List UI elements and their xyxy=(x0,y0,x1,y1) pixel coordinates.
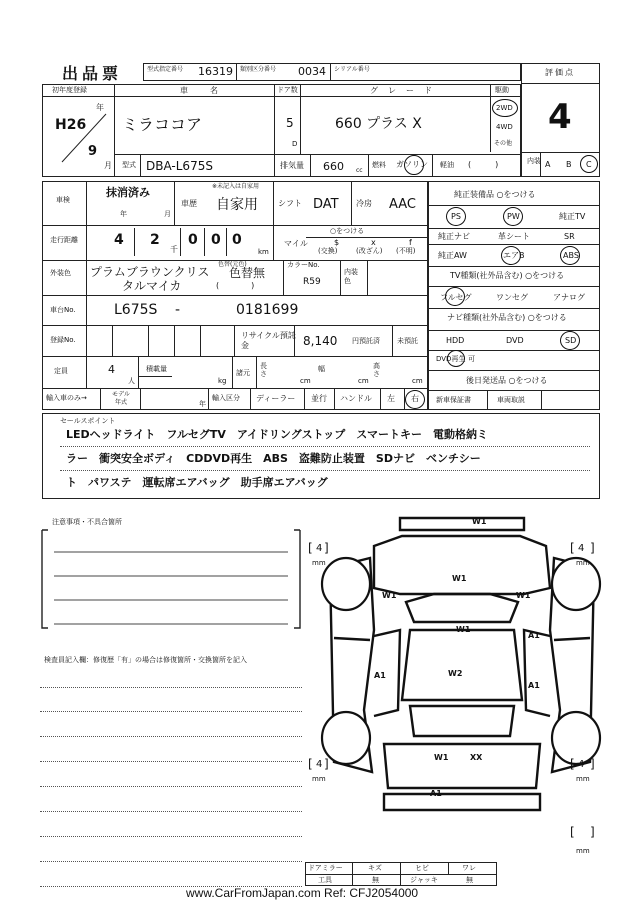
tire-fl-unit: mm xyxy=(312,559,326,567)
import-dealer: ディーラー xyxy=(256,394,296,403)
tools-crack: ヒビ xyxy=(415,864,429,872)
mark-right-rear-door: A1 xyxy=(528,681,540,690)
history-note: ※未記入は自家用 xyxy=(212,183,260,190)
mileage-digit-3: 0 xyxy=(188,232,198,248)
mark-rear-left: W1 xyxy=(434,753,449,762)
first-reg-era: H26 xyxy=(55,117,87,133)
mileage-unit: km xyxy=(258,248,269,256)
interior-b: B xyxy=(566,160,572,169)
mark-bumper-front: W1 xyxy=(472,517,487,526)
height-label: 高さ xyxy=(373,362,380,378)
interior-c: C xyxy=(586,160,592,169)
inspection-year-unit: 年 xyxy=(120,210,127,218)
tools-scratch: キズ xyxy=(368,864,382,872)
displacement-value: 660 xyxy=(323,160,344,173)
tv-title: TV種類(社外品含む) ○をつける xyxy=(450,271,565,280)
mileage-thousand: 千 xyxy=(170,245,178,254)
height-unit: cm xyxy=(412,377,423,385)
class-label: 類別区分番号 xyxy=(240,66,277,73)
tv-oneseg: ワンセグ xyxy=(496,293,528,302)
handle-right: 右 xyxy=(411,394,419,403)
drive-2wd: 2WD xyxy=(496,104,513,112)
load-unit: kg xyxy=(218,377,227,385)
ac-label: 冷房 xyxy=(356,199,372,208)
tire-rl-value: 4 xyxy=(316,759,323,770)
dvd-play-available: 可 xyxy=(468,355,475,363)
history-value: 自家用 xyxy=(216,197,258,213)
width-unit: cm xyxy=(358,377,369,385)
tools-tool-value: 無 xyxy=(372,876,379,884)
model-year-label: モデル年式 xyxy=(112,391,130,406)
after-manual: 車両取説 xyxy=(497,396,525,404)
color-value-2: タルマイカ xyxy=(122,279,182,293)
after-title: 後日発送品 ○をつける xyxy=(466,376,548,385)
equip-pw: PW xyxy=(507,212,520,221)
doors-value: 5 xyxy=(286,116,294,130)
drive-4wd: 4WD xyxy=(496,123,513,131)
dvd-play-circle xyxy=(447,350,465,367)
car-name-value: ミラココア xyxy=(122,115,203,134)
chassis-label: 車台No. xyxy=(50,306,76,314)
tire-fr-value: 4 xyxy=(578,543,585,554)
displacement-unit: cc xyxy=(356,167,363,174)
footer-watermark: www.CarFromJapan.com Ref: CFJ2054000 xyxy=(186,886,419,900)
tire-rr-bracket-r: ] xyxy=(590,757,595,771)
tools-broken: ワレ xyxy=(462,864,476,872)
orig-color-label: 色替(元色) xyxy=(218,261,247,268)
serial-label: シリアル番号 xyxy=(334,66,370,73)
fuel-label: 燃料 xyxy=(372,161,386,169)
equip-title: 純正装備品 ○をつける xyxy=(454,190,536,199)
handle-left: 左 xyxy=(387,394,395,403)
capacity-unit: 人 xyxy=(128,377,135,385)
sheet-title: 出品票 xyxy=(62,64,123,83)
chassis-prefix: L675S xyxy=(114,302,158,318)
color-no-label: カラーNo. xyxy=(287,261,320,269)
load-label: 積載量 xyxy=(146,365,167,373)
drive-2wd-circle xyxy=(492,99,518,117)
mileage-swap: (交換) xyxy=(318,247,338,255)
score-label: 評価点 xyxy=(545,68,575,77)
navi-hdd: HDD xyxy=(446,336,465,345)
grade-value: 660 プラス X xyxy=(335,116,422,132)
import-parallel: 並行 xyxy=(311,394,327,403)
equip-airbag: エアB xyxy=(503,251,525,260)
tire-fr-bracket-r: ] xyxy=(590,541,595,555)
chassis-number: 0181699 xyxy=(236,302,299,318)
tire-rl-bracket-r: ] xyxy=(324,757,329,771)
inspection-month-unit: 月 xyxy=(164,210,171,218)
equip-pw-circle xyxy=(503,207,523,226)
sales-line-1: LEDヘッドライト フルセグTV アイドリングストップ スマートキー 電動格納ミ xyxy=(66,428,489,441)
mark-right-front-door: A1 xyxy=(528,631,540,640)
navi-sd: SD xyxy=(565,336,577,345)
equip-abs: ABS xyxy=(563,251,579,260)
doors-label: ドア数 xyxy=(277,86,298,94)
model-cert-value: 16319 xyxy=(198,65,233,78)
tools-jack-label: ジャッキ xyxy=(410,876,438,884)
tire-fl-bracket-r: ] xyxy=(324,541,329,555)
mileage-digit-4: 0 xyxy=(211,232,221,248)
car-name-label: 車 名 xyxy=(180,86,220,95)
mark-windshield: W1 xyxy=(456,625,471,634)
capacity-label: 定員 xyxy=(54,367,68,375)
mark-rear-bumper: A1 xyxy=(430,789,442,798)
caution-label: 注意事項・不具合箇所 xyxy=(52,518,122,526)
recycle-label: リサイクル預託金 xyxy=(241,331,296,350)
equip-ps-circle xyxy=(446,207,466,226)
import-label: 輸入車のみ→ xyxy=(46,394,87,402)
shift-label: シフト xyxy=(278,199,302,208)
first-reg-year-unit: 年 xyxy=(96,103,104,112)
fuel-gasoline: ガソリン xyxy=(396,160,428,169)
reg-label: 登録No. xyxy=(50,336,76,344)
shift-value: DAT xyxy=(313,197,339,212)
tire-fl-bracket: [ xyxy=(308,541,313,555)
mileage-label: 走行距離 xyxy=(50,236,78,244)
tv-fullseg: フルセグ xyxy=(440,293,472,302)
sales-label: セールスポイント xyxy=(60,417,116,425)
tire-fl-value: 4 xyxy=(316,543,323,554)
type-value: DBA-L675S xyxy=(146,159,213,173)
equip-sr: SR xyxy=(564,232,575,241)
first-reg-label: 初年度登録 xyxy=(52,86,87,94)
interior-color-label: 内装色 xyxy=(344,268,358,285)
modified-mark: x xyxy=(371,238,376,247)
tire-fr-bracket: [ xyxy=(570,541,575,555)
length-label: 長さ xyxy=(260,362,267,378)
type-label: 型式 xyxy=(122,161,136,169)
score-value: 4 xyxy=(548,97,572,137)
mile-label: マイル xyxy=(284,239,308,248)
color-label: 外装色 xyxy=(50,269,71,277)
first-reg-divider xyxy=(56,110,112,166)
swap-mark: $ xyxy=(334,238,340,247)
color-change-paren: ( ) xyxy=(216,281,255,290)
class-value: 0034 xyxy=(298,65,326,78)
fuel-other-paren: ( ) xyxy=(468,160,499,169)
dims-label: 諸元 xyxy=(236,369,250,377)
mileage-digit-5: 0 xyxy=(232,232,242,248)
mileage-modified: (改ざん) xyxy=(356,247,383,255)
tools-door-mirror: ドアミラー xyxy=(308,864,343,872)
navi-dvd: DVD xyxy=(506,336,524,345)
color-value-1: プラムブラウンクリス xyxy=(90,265,210,279)
tv-analog: アナログ xyxy=(553,293,585,302)
interior-c-circle xyxy=(580,155,598,173)
sales-line-2: ラー 衝突安全ボディ CDDVD再生 ABS 盗難防止装置 SDナビ ベンチシー xyxy=(66,452,481,465)
color-change-value: 色替無 xyxy=(229,266,266,280)
spare-bracket-l: [ xyxy=(570,825,575,839)
width-label: 幅 xyxy=(318,365,325,373)
equip-airbag-circle xyxy=(501,246,521,265)
equip-aw: 純正AW xyxy=(438,251,467,260)
equip-leather: 革シート xyxy=(498,232,530,241)
spare-unit: mm xyxy=(576,847,590,855)
dvd-play-label: DVD再生 xyxy=(436,355,466,363)
sales-line-3: ト パワステ 運転席エアバッグ 助手席エアバッグ xyxy=(66,476,328,489)
tire-rr-unit: mm xyxy=(576,775,590,783)
fuel-gasoline-circle xyxy=(404,155,424,175)
mark-rear-right: XX xyxy=(470,753,483,762)
drive-other: その他 xyxy=(494,140,513,147)
mileage-unknown: (不明) xyxy=(396,247,416,255)
tools-tool-label: 工具 xyxy=(318,876,332,884)
handle-label: ハンドル xyxy=(340,394,372,403)
navi-title: ナビ種類(社外品含む) ○をつける xyxy=(447,313,567,322)
fuel-diesel-label: 軽油 xyxy=(440,161,454,169)
interior-a: A xyxy=(545,160,551,169)
first-reg-month-unit: 月 xyxy=(104,161,112,170)
mark-left-fender: W1 xyxy=(382,591,397,600)
color-no-value: R59 xyxy=(303,277,321,287)
inspection-label: 車検 xyxy=(56,196,70,204)
after-warranty: 新車保証書 xyxy=(436,396,471,404)
history-label: 車歴 xyxy=(181,199,197,208)
first-reg-month: 9 xyxy=(88,144,98,159)
mark-right-fender: W1 xyxy=(516,591,531,600)
tire-rr-value: 4 xyxy=(578,759,585,770)
displacement-label: 排気量 xyxy=(280,161,304,170)
mileage-digit-1: 4 xyxy=(114,232,124,248)
import-class-label: 輸入区分 xyxy=(212,394,240,402)
equip-ps: PS xyxy=(451,212,461,221)
model-cert-label: 型式指定番号 xyxy=(147,66,184,73)
interior-label: 内装 xyxy=(527,157,541,165)
equip-navi: 純正ナビ xyxy=(438,232,470,241)
tire-rl-unit: mm xyxy=(312,775,326,783)
mark-roof: W2 xyxy=(448,669,463,678)
handle-right-circle xyxy=(405,390,425,409)
navi-sd-circle xyxy=(560,331,580,350)
recycle-paid: 円預託済 xyxy=(352,337,380,345)
tire-fr-unit: mm xyxy=(576,559,590,567)
tire-rr-bracket: [ xyxy=(570,757,575,771)
equip-tv: 純正TV xyxy=(559,212,586,221)
ac-value: AAC xyxy=(389,197,416,212)
import-year-unit: 年 xyxy=(199,400,206,408)
capacity-value: 4 xyxy=(108,363,115,376)
mark-hood: W1 xyxy=(452,574,467,583)
grade-label: グ レ ー ド xyxy=(370,86,433,95)
recycle-unpaid: 未預託 xyxy=(397,337,418,345)
inspection-value: 抹消済み xyxy=(106,186,150,199)
unknown-mark: f xyxy=(409,238,412,247)
chassis-dash: - xyxy=(175,302,181,318)
mark-left-rear-door: A1 xyxy=(374,671,386,680)
tire-rl-bracket: [ xyxy=(308,757,313,771)
caution-bracket xyxy=(36,524,306,636)
recycle-value: 8,140 xyxy=(303,334,338,348)
tools-jack-value: 無 xyxy=(466,876,473,884)
tv-fullseg-circle xyxy=(445,287,465,306)
mileage-circle-note: ○をつける xyxy=(330,227,365,235)
doors-unit: D xyxy=(292,140,298,148)
inspector-label: 検査員記入欄：修復歴「有」の場合は修復箇所・交換箇所を記入 xyxy=(44,656,247,664)
length-unit: cm xyxy=(300,377,311,385)
equip-abs-circle xyxy=(560,246,580,265)
drive-label: 駆動 xyxy=(495,86,509,94)
mileage-digit-2: 2 xyxy=(150,232,160,248)
spare-bracket-r: ] xyxy=(590,825,595,839)
